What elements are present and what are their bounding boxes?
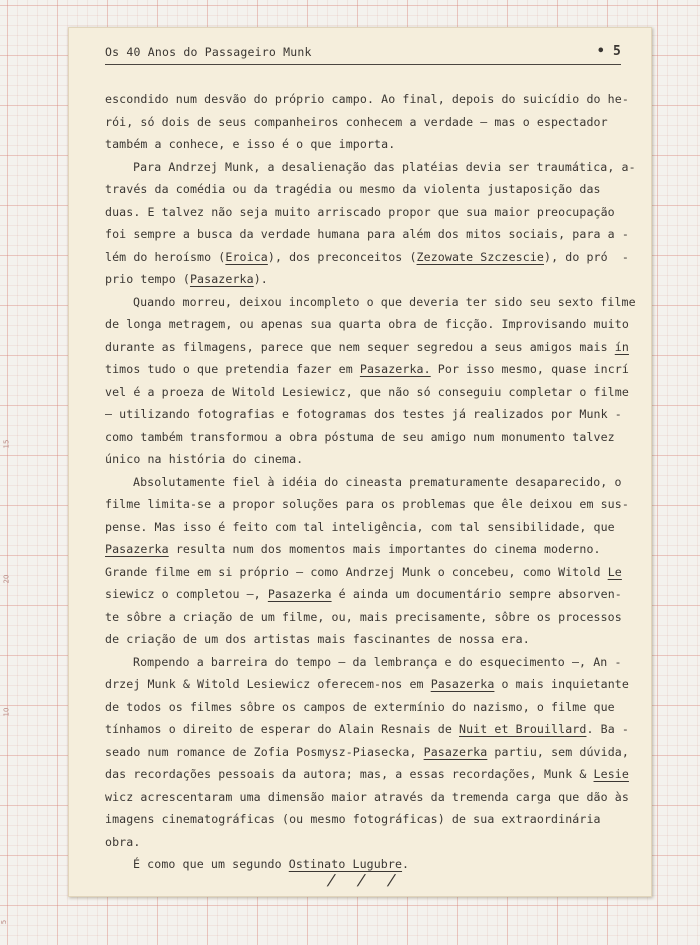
text-run: Para Andrzej Munk, a desalienação das platéias devia ser traumática, a-: [133, 159, 636, 174]
underlined-title: Zezowate Szczescie: [416, 249, 544, 264]
text-run: prio tempo (: [105, 272, 190, 286]
text-run: .: [402, 857, 410, 871]
text-line: [105, 88, 629, 111]
margin-scale-mark: 15: [2, 439, 11, 449]
margin-scale-mark: 5: [0, 919, 9, 925]
underlined-title: Le: [607, 564, 622, 579]
text-line: [105, 403, 625, 426]
text-line: [105, 246, 629, 269]
text-run: drzej Munk & Witold Lesiewicz oferecem-nos em: [105, 677, 431, 691]
running-title: Os 40 Anos do Passageiro Munk: [105, 45, 312, 59]
text-line: [105, 381, 629, 404]
text-run: wicz acrescentaram uma dimensão maior através da tremenda carga que dão às: [105, 789, 629, 804]
text-run: rói, só dois de seus companheiros conhecem a verdade — mas o espectador: [105, 114, 608, 129]
text-line: [105, 741, 629, 764]
text-run: é ainda um documentário sempre absorven-: [331, 587, 622, 601]
text-run: vel é a proeza de Witold Lesiewicz, que não só conseguiu completar o filme: [105, 384, 629, 399]
text-line: [105, 291, 636, 314]
text-run: resulta num dos momentos mais importantes do cinema moderno.: [168, 542, 601, 556]
text-run: obra.: [105, 834, 141, 849]
underlined-title: Pasazerka.: [359, 362, 431, 376]
text-line: [105, 606, 625, 629]
underlined-title: Eroica: [225, 249, 268, 264]
text-run: partiu, sem dúvida,: [487, 744, 629, 759]
text-line: [105, 133, 625, 156]
text-run: Quando morreu, deixou incompleto o que deveria ter sido seu sexto filme: [133, 294, 636, 309]
text-run: o mais inquietante: [494, 677, 629, 691]
text-run: Rompendo a barreira do tempo — da lembrança e do esquecimento —, An -: [133, 654, 622, 669]
text-line: [105, 516, 625, 539]
text-run: ).: [253, 272, 268, 286]
text-line: [105, 313, 629, 336]
underlined-title: ín: [614, 339, 629, 354]
text-run: pense. Mas isso é feito com tal inteligência, com tal sensibilidade, que: [105, 519, 615, 534]
text-line: [105, 786, 629, 809]
text-run: tínhamos o direito de esperar do Alain Resnais de: [105, 722, 460, 736]
text-run: te sôbre a criação de um filme, ou, mais precisamente, sôbre os processos: [105, 609, 622, 624]
page-header: [105, 44, 621, 65]
text-line: [105, 493, 629, 516]
underlined-title: Nuit et Brouillard: [459, 722, 587, 736]
text-run: timos tudo o que pretendia fazer em: [105, 362, 360, 376]
page-number: • 5: [596, 44, 621, 59]
text-line: [105, 763, 629, 786]
text-line: [105, 538, 625, 561]
text-run: também a conhece, e isso é o que importa.: [105, 137, 396, 151]
text-line: [105, 628, 625, 651]
text-line: [105, 583, 625, 606]
text-run: de todos os filmes sôbre os campos de extermínio do nazismo, o filme que: [105, 699, 615, 714]
underlined-title: Pasazerka: [105, 542, 169, 556]
underlined-title: Lesie: [593, 767, 629, 781]
underlined-title: Pasazerka: [430, 677, 495, 691]
text-line: [105, 808, 625, 831]
text-run: como também transformou a obra póstuma de seu amigo num monumento talvez: [105, 429, 615, 444]
text-run: único na história do cinema.: [105, 452, 304, 466]
text-run: duas. E talvez não seja muito arriscado propor que sua maior preocupação: [105, 204, 615, 219]
text-run: ), do pró -: [544, 249, 629, 264]
underlined-title: Pasazerka: [267, 587, 332, 601]
text-run: de longa metragem, ou apenas sua quarta obra de ficção. Improvisando muito: [105, 317, 629, 331]
text-run: de criação de um dos artistas mais fascinantes de nossa era.: [105, 632, 530, 646]
text-run: siewicz o completou —,: [105, 587, 268, 601]
text-run: durante as filmagens, parece que nem sequer segredou a seus amigos mais: [105, 339, 615, 354]
text-run: través da comédia ou da tragédia ou mesmo da violenta justaposição das: [105, 182, 601, 196]
text-run: foi sempre a busca da verdade humana para além dos mitos sociais, para a -: [105, 227, 629, 241]
text-run: Absolutamente fiel à idéia do cineasta prematuramente desaparecido, o: [133, 474, 622, 489]
text-run: das recordações pessoais da autora; mas, a essas recordações, Munk &: [105, 767, 594, 781]
text-line: [105, 651, 625, 674]
body-text: [105, 88, 636, 876]
text-run: imagens cinematográficas (ou mesmo fotográficas) de sua extraordinária: [105, 812, 601, 826]
typewritten-page: [68, 27, 652, 897]
underlined-title: Pasazerka: [423, 744, 488, 759]
margin-scale-mark: 20: [2, 574, 11, 584]
text-line: [105, 358, 629, 381]
text-run: Por isso mesmo, quase incrí: [430, 362, 629, 376]
text-line: [105, 673, 629, 696]
text-line: [105, 718, 629, 741]
end-mark: / / /: [325, 871, 404, 889]
text-run: escondido num desvão do próprio campo. Ao final, depois do suicídio do he-: [105, 92, 629, 106]
text-run: Grande filme em si próprio — como Andrzej Munk o concebeu, como Witold: [105, 564, 608, 579]
text-run: ), dos preconceitos (: [267, 249, 417, 264]
text-run: filme limita-se a propor soluções para os problemas que êle deixou em sus-: [105, 497, 629, 511]
text-line: [105, 561, 625, 584]
text-line: [105, 426, 625, 449]
text-run: É como que um segundo: [133, 857, 289, 871]
text-line: [105, 696, 625, 719]
margin-scale-mark: 10: [2, 707, 11, 717]
text-line: [105, 201, 625, 224]
text-line: [105, 336, 629, 359]
text-line: [105, 178, 625, 201]
underlined-title: Pasazerka: [189, 272, 254, 286]
text-run: lém do heroísmo (: [105, 249, 226, 264]
text-line: [105, 111, 625, 134]
text-line: [105, 471, 625, 494]
text-line: [105, 223, 629, 246]
text-line: [105, 268, 625, 291]
underlined-title: Ostinato Lugubre: [288, 857, 403, 871]
text-line: [105, 448, 625, 471]
text-run: — utilizando fotografias e fotogramas dos testes já realizados por Munk -: [105, 407, 622, 421]
text-line: [105, 156, 636, 179]
text-line: [105, 831, 625, 854]
text-run: seado num romance de Zofia Posmysz-Piasecka,: [105, 744, 424, 759]
text-run: . Ba -: [586, 722, 629, 736]
